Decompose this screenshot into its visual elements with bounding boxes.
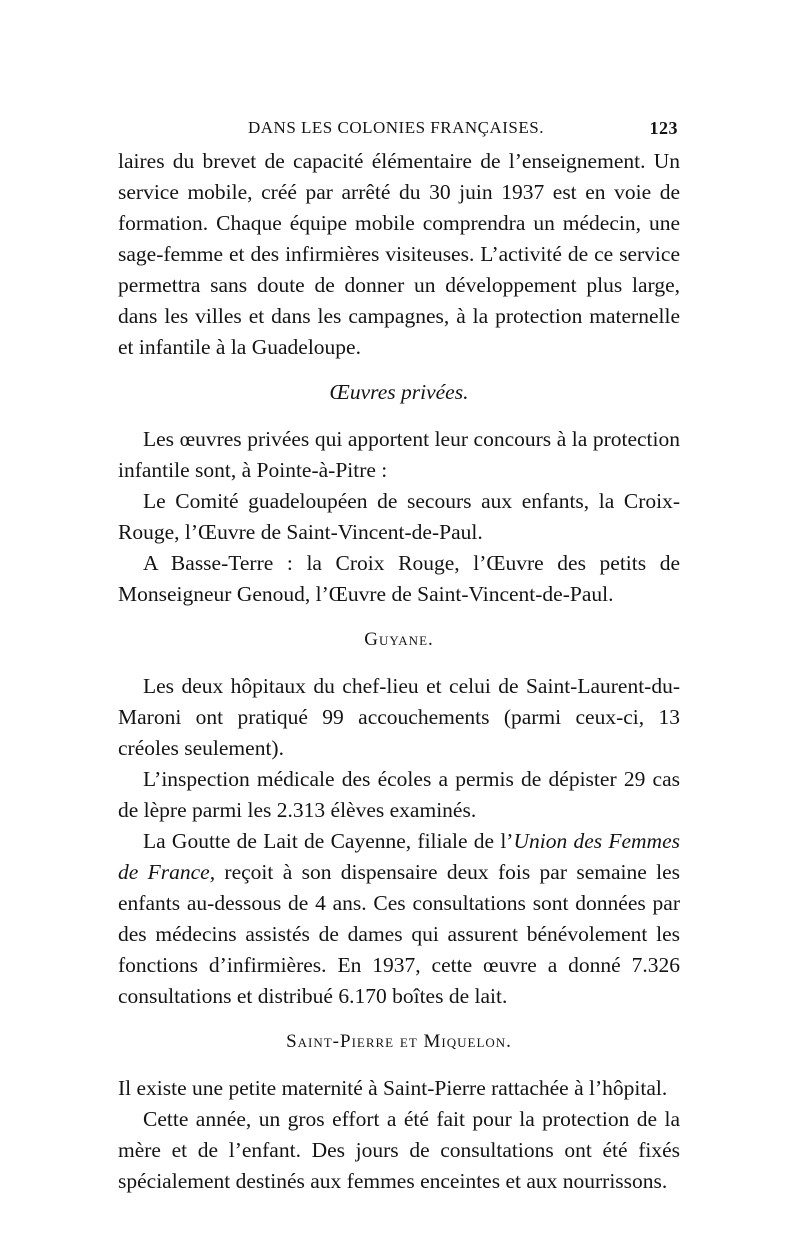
paragraph: Le Comité guadeloupéen de secours aux enfants, la Croix-Rouge, l’Œuvre de Saint-Vincent-de-Paul.	[118, 489, 680, 544]
paragraph: Les deux hôpitaux du chef-lieu et celui de Saint-Laurent-du-Maroni ont pratiqué 99 accouchements (parmi ceux-ci, 13 créoles seulement).	[118, 674, 680, 760]
page-number: 123	[649, 118, 678, 138]
section-heading-guyane: Guyane.	[364, 629, 434, 650]
paragraph: Les œuvres privées qui apportent leur concours à la protection infantile sont, à Pointe-à-Pitre :	[118, 427, 680, 482]
section-heading-oeuvres-privees: Œuvres privées.	[329, 380, 469, 404]
italic-organisation-name: Union des Femmes de France,	[118, 829, 680, 884]
paragraph: Cette année, un gros effort a été fait pour la protection de la mère et de l’enfant. Des jours de consultations ont été fixés spécialement destinés aux femmes enceintes et aux nourrissons.	[118, 1107, 680, 1193]
page-body	[118, 146, 680, 1197]
section-heading-saint-pierre-et-miquelon: Saint-Pierre et Miquelon.	[286, 1031, 512, 1052]
paragraph: A Basse-Terre : la Croix Rouge, l’Œuvre des petits de Monseigneur Genoud, l’Œuvre de Saint-Vincent-de-Paul.	[118, 551, 680, 606]
paragraph	[118, 826, 680, 1012]
running-title: DANS LES COLONIES FRANÇAISES.	[248, 118, 544, 137]
paragraph: L’inspection médicale des écoles a permis de dépister 29 cas de lèpre parmi les 2.313 élèves examinés.	[118, 767, 680, 822]
paragraph-text: La Goutte de Lait de Cayenne, filiale de l’	[143, 829, 514, 853]
paragraph: Il existe une petite maternité à Saint-Pierre rattachée à l’hôpital.	[118, 1076, 668, 1100]
page-header	[118, 118, 678, 144]
paragraph-text: reçoit à son dispensaire deux fois par semaine les enfants au-dessous de 4 ans. Ces consultations sont données par des médecins assistés de dames qui assurent bénévolement les fonctions d’infirmières. En 1937, cette œuvre a donné 7.326 consultations et distribué 6.170 boîtes de lait.	[118, 860, 680, 1008]
paragraph: laires du brevet de capacité élémentaire de l’enseignement. Un service mobile, créé par arrêté du 30 juin 1937 est en voie de formation. Chaque équipe mobile comprendra un médecin, une sage-femme et des infirmières visiteuses. L’activité de ce service permettra sans doute de donner un développement plus large, dans les villes et dans les campagnes, à la protection maternelle et infantile à la Guadeloupe.	[118, 149, 680, 359]
